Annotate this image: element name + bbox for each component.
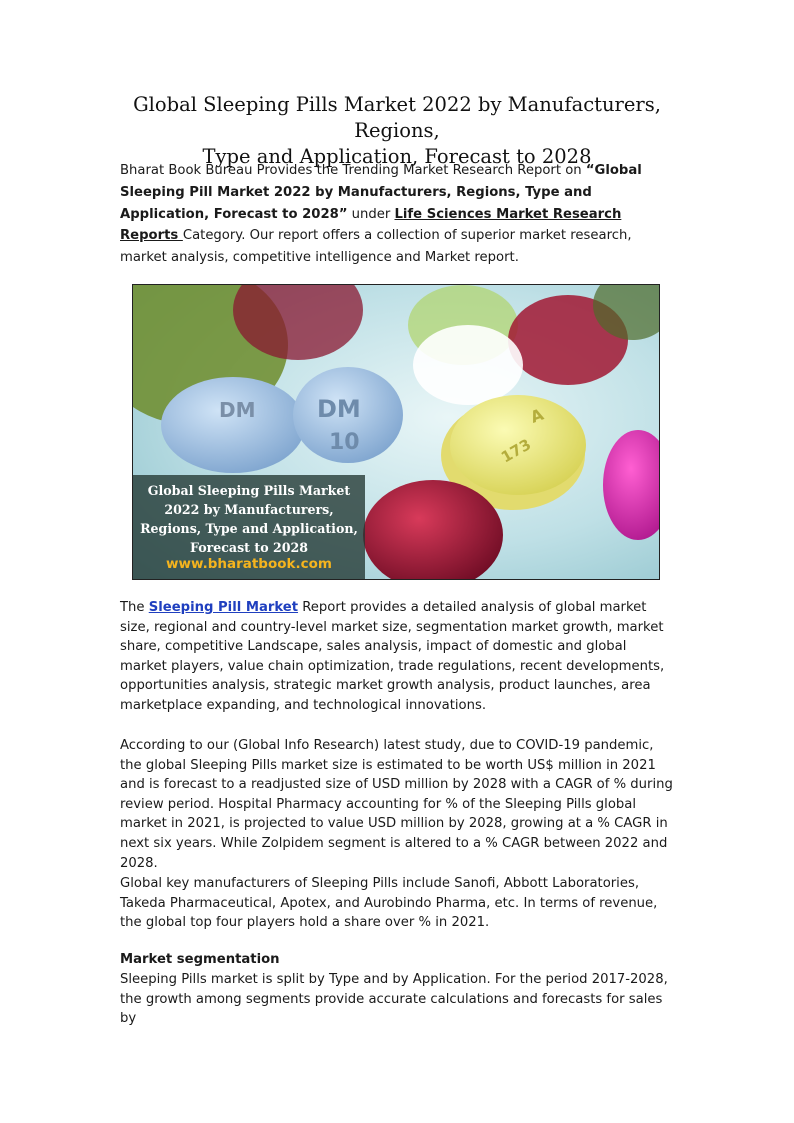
pill-label-3: 10 xyxy=(329,430,360,455)
intro-under: under xyxy=(347,206,395,222)
page-title-line-1: Global Sleeping Pills Market 2022 by Manufacturers, Regions, xyxy=(133,93,661,142)
intro-rest: Category. Our report offers a collection of superior market research, market analysis, competitive intelligence and Market report. xyxy=(120,228,632,266)
blue-pill-left xyxy=(161,377,305,473)
banner-title: Global Sleeping Pills Market 2022 by Manufacturers, Regions, Type and Application, Forecast to 2028 xyxy=(140,483,358,555)
page-title-line-2: Type and Application, Forecast to 2028 xyxy=(202,145,592,168)
pill-label-4: A xyxy=(527,404,547,427)
image-caption-banner xyxy=(133,475,365,579)
pill-label-5: 173 xyxy=(498,435,535,467)
white-pill-blur xyxy=(413,325,523,405)
market-overview-paragraph xyxy=(120,598,676,716)
intro-lead: Bharat Book Bureau Provides the Trending Market Research Report on xyxy=(120,163,586,178)
page-title xyxy=(90,92,704,170)
sleeping-pill-market-link[interactable]: Sleeping Pill Market xyxy=(148,600,299,615)
overview-lead: The xyxy=(120,600,149,615)
intro-report-title: “Global Sleeping Pill Market 2022 by Manufacturers, Regions, Type and Application, Forecast to 2028” xyxy=(120,163,642,222)
manufacturers-paragraph: Global key manufacturers of Sleeping Pills include Sanofi, Abbott Laboratories, Takeda Pharmaceutical, Apotex, and Aurobindo Pharma, etc. In terms of revenue, the global top four players hold a share over % in 2021. xyxy=(120,876,658,931)
study-paragraph: According to our (Global Info Research) latest study, due to COVID-19 pandemic, the global Sleeping Pills market size is estimated to be worth US$ million in 2021 and is forecast to a readjusted size of USD million by 2028 with a CAGR of % during review period. Hospital Pharmacy accounting for % of the Sleeping Pills global market in 2021, is projected to value USD million by 2028, growing at a % CAGR in next six years. While Zolpidem segment is altered to a % CAGR between 2022 and 2028. xyxy=(120,738,673,871)
segmentation-paragraph: Sleeping Pills market is split by Type and by Application. For the period 2017-2028, the growth among segments provide accurate calculations and forecasts for sales by xyxy=(120,972,668,1027)
intro-paragraph xyxy=(120,160,676,269)
banner-url: www.bharatbook.com xyxy=(166,556,332,572)
pill-label-1: DM xyxy=(219,398,256,422)
segmentation-heading: Market segmentation xyxy=(120,952,280,967)
hero-image xyxy=(132,284,660,580)
category-link[interactable]: Life Sciences Market Research Reports xyxy=(120,206,622,244)
overview-rest: Report provides a detailed analysis of global market size, regional and country-level market size, segmentation market growth, market share, competitive Landscape, sales analysis, impact of domestic and global market players, value chain optimization, trade regulations, recent developments, opportunities analysis, strategic market growth analysis, product launches, area marketplace expanding, and technological innovations. xyxy=(120,600,665,713)
pill-label-2: DM xyxy=(317,395,361,423)
